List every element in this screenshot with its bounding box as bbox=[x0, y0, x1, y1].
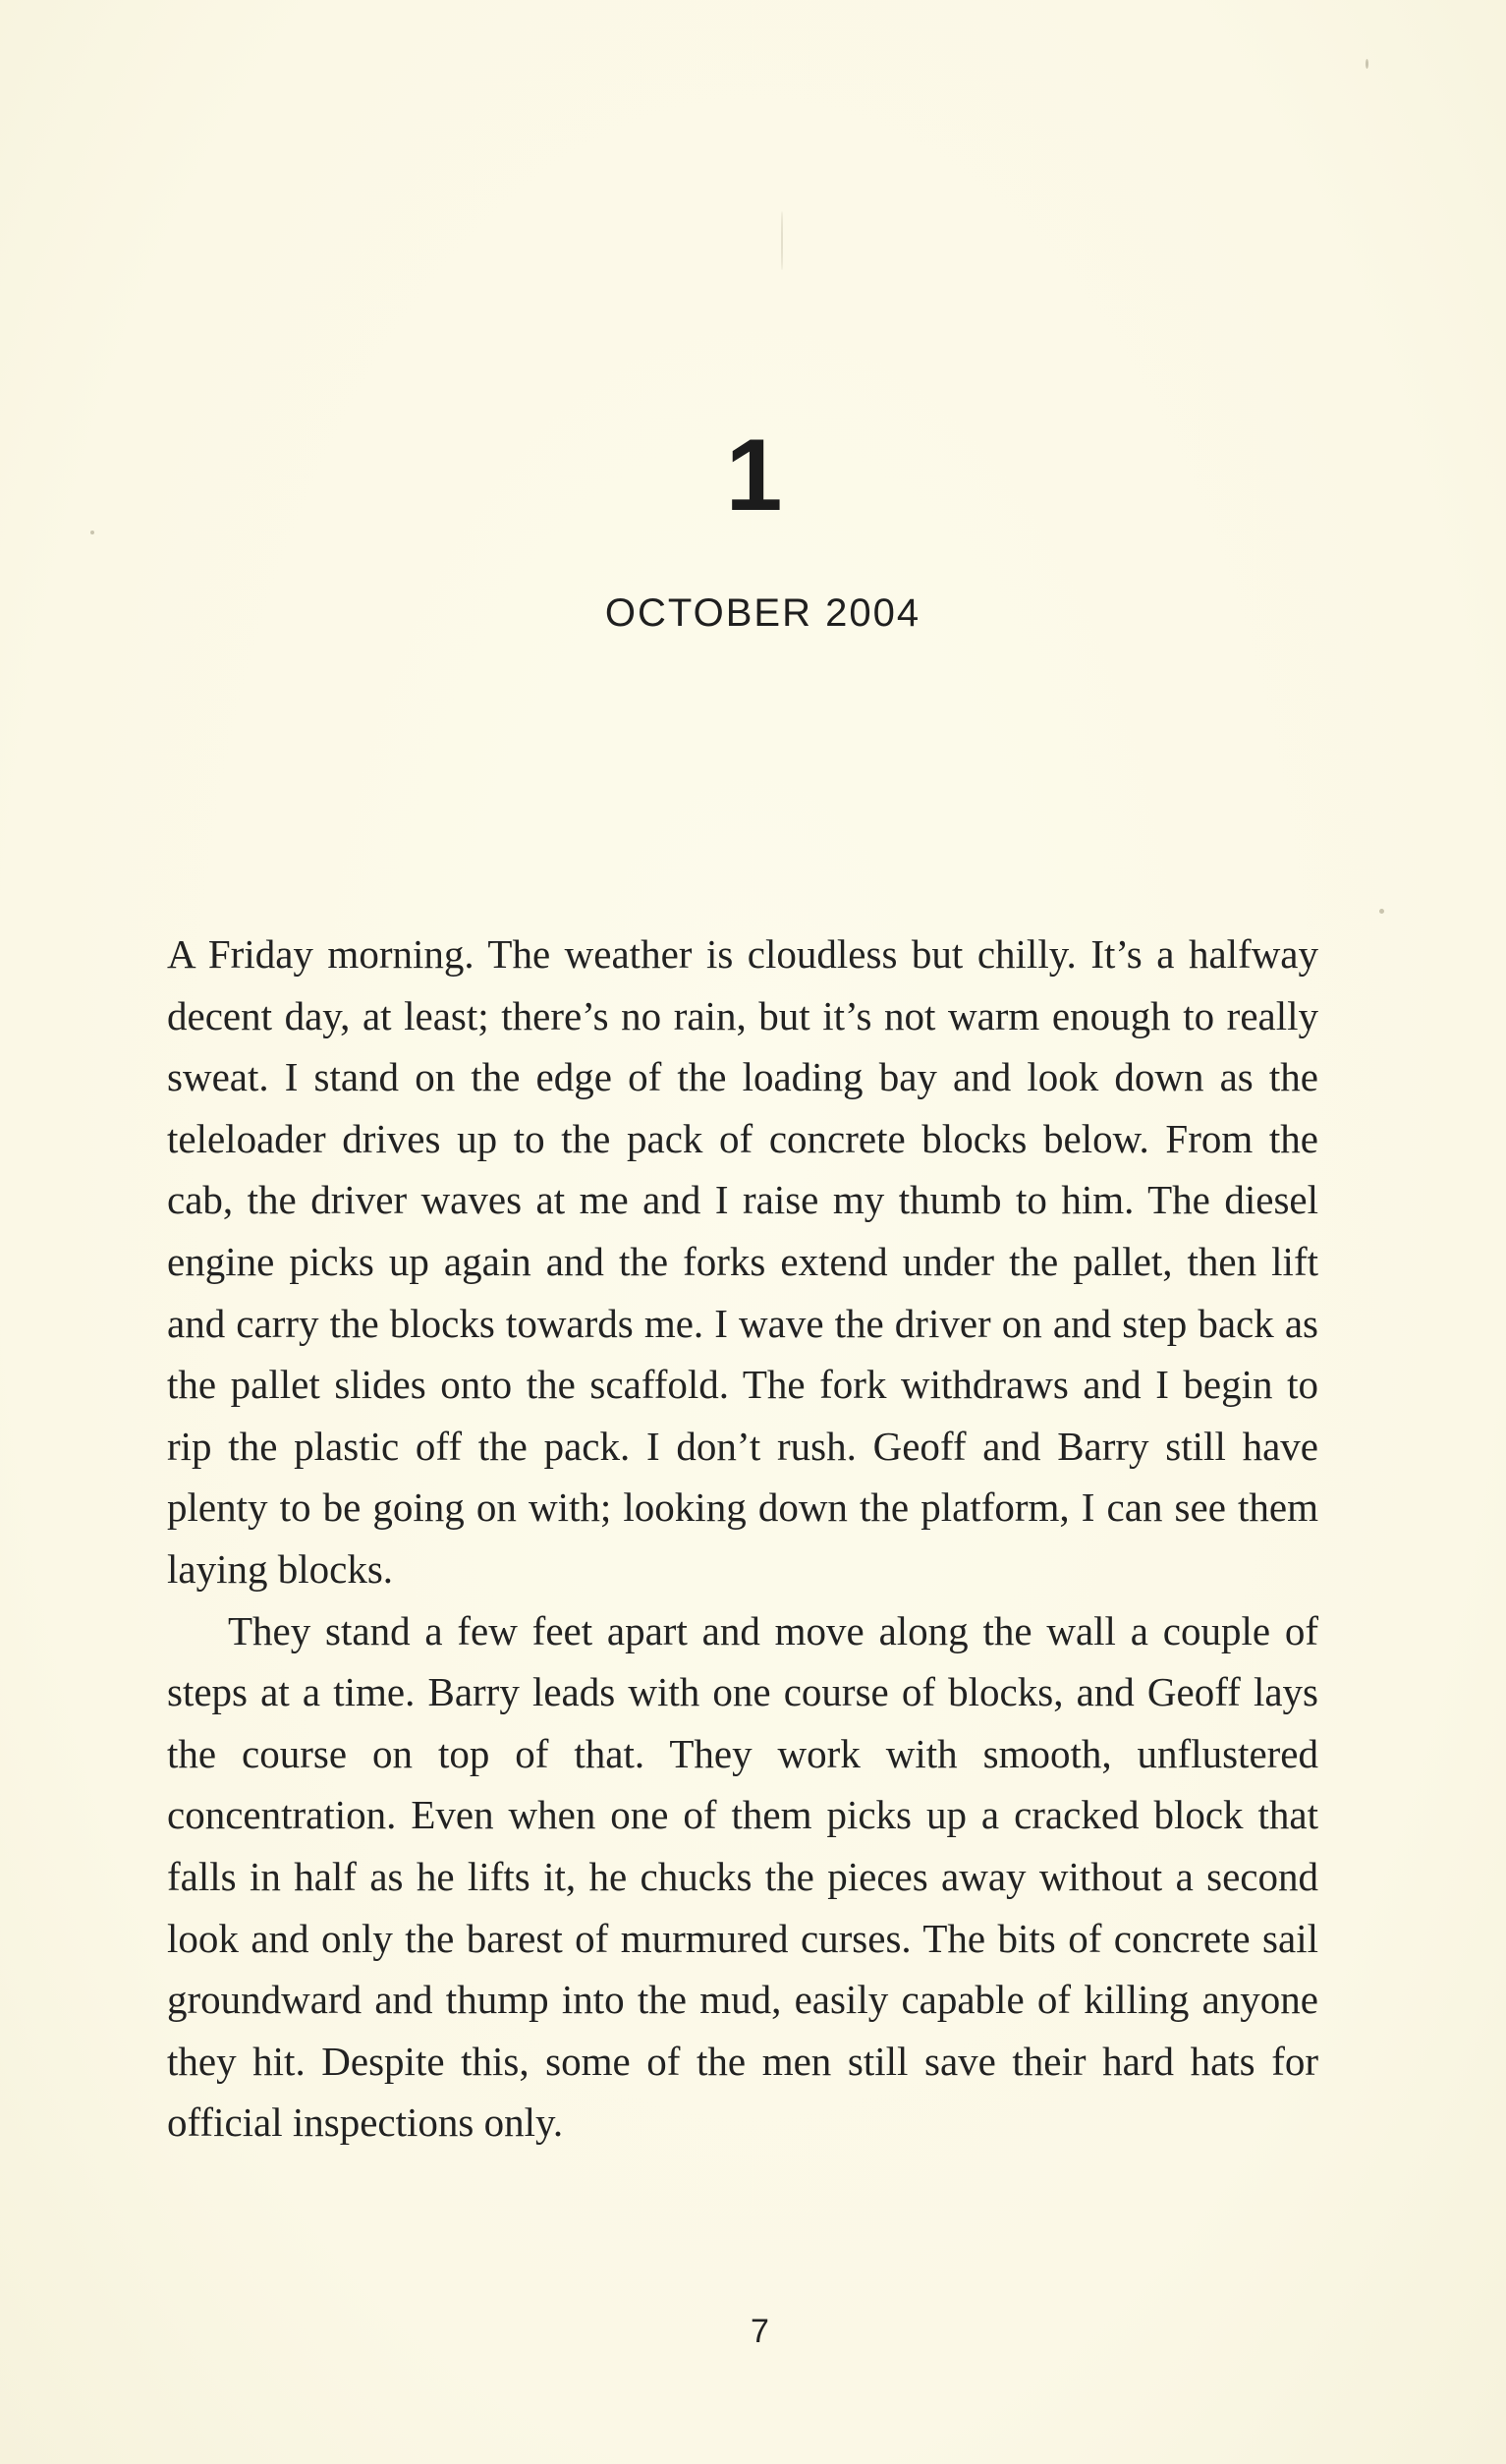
paper-speck bbox=[781, 211, 783, 270]
chapter-number: 1 bbox=[725, 419, 781, 532]
paper-speck bbox=[1379, 909, 1384, 914]
paper-speck bbox=[90, 531, 94, 534]
paper-speck bbox=[1366, 59, 1368, 69]
body-text bbox=[167, 924, 1318, 2154]
chapter-date: OCTOBER 2004 bbox=[604, 591, 921, 635]
page-number: 7 bbox=[751, 2313, 769, 2350]
paragraph-1: A Friday morning. The weather is cloudless but chilly. It’s a halfway decent day, at least; there’s no rain, but it’s not warm enough to really sweat. I stand on the edge of the loading bay and look down as the teleloader drives up to the pack of concrete blocks below. From the cab, the driver waves at me and I raise my thumb to him. The diesel engine picks up again and the forks extend under the pallet, then lift and carry the blocks towards me. I wave the driver on and step back as the pallet slides onto the scaffold. The fork withdraws and I begin to rip the plastic off the pack. I don’t rush. Geoff and Barry still have plenty to be going on with; looking down the platform, I can see them laying blocks. bbox=[167, 931, 1318, 1592]
paragraph-2: They stand a few feet apart and move along the wall a couple of steps at a time. Barry leads with one course of blocks, and Geoff lays the course on top of that. They work with smooth, unflustered concentration. Even when one of them picks up a cracked block that falls in half as he lifts it, he chucks the pieces away without a second look and only the barest of murmured curses. The bits of concrete sail groundward and thump into the mud, easily capable of killing anyone they hit. Despite this, some of the men still save their hard hats for official inspections only. bbox=[167, 1607, 1318, 2146]
